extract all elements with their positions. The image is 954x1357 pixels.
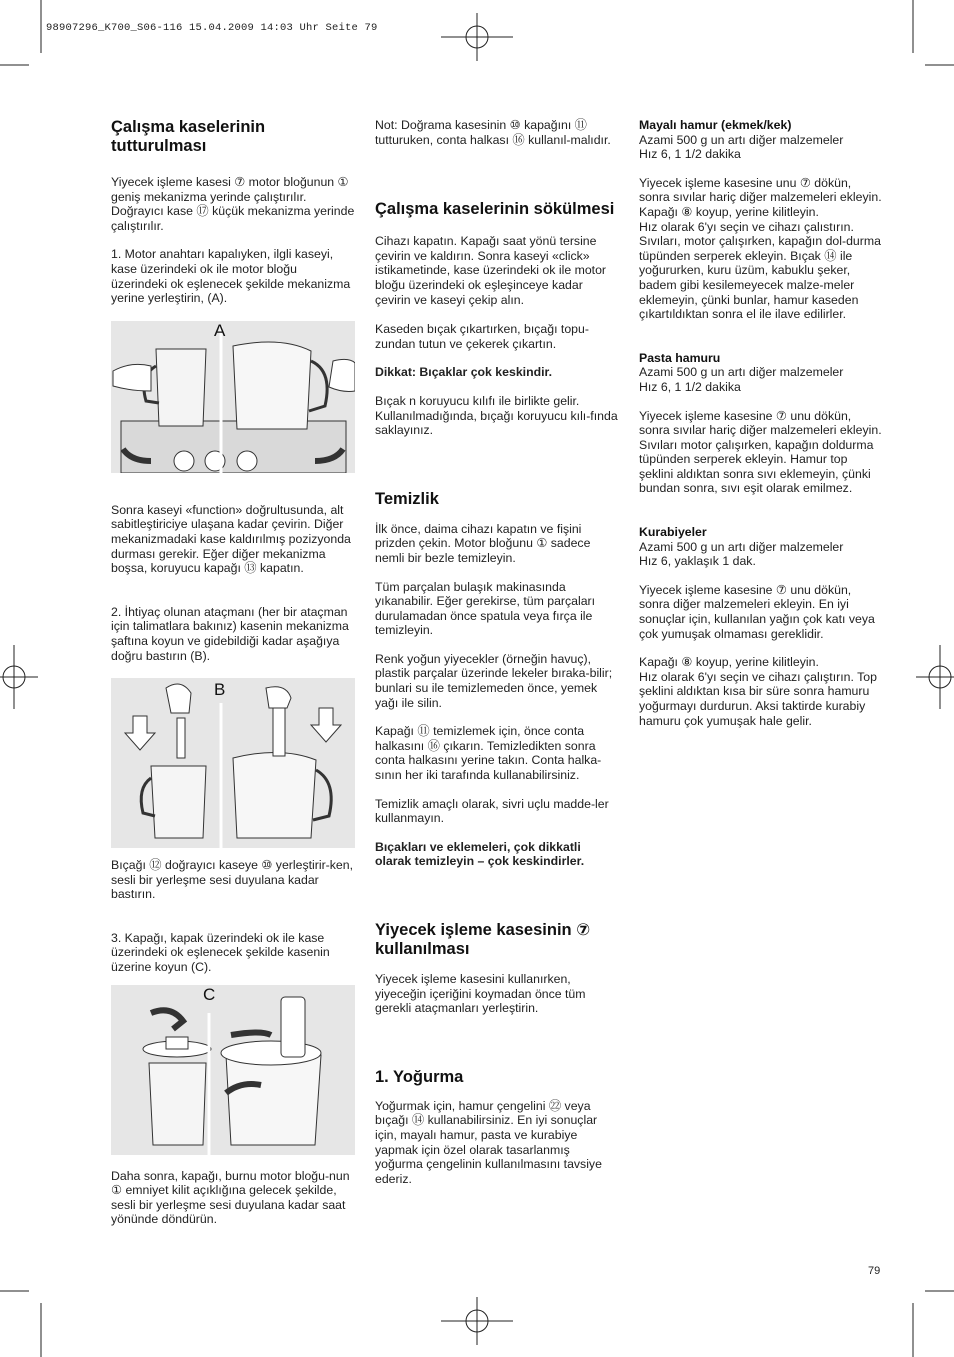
recipe-title-yeast-dough: Mayalı hamur (ekmek/kek) (639, 118, 792, 132)
figure-b (111, 678, 355, 848)
figure-c (111, 985, 355, 1155)
paragraph: Renk yoğun yiyecekler (örneğin havuç), plastik parçalar üzerinde lekeler bıraka-bilir; bunlari su ile temizlemeden önce, yemek yağı ile silin. (375, 651, 613, 710)
paragraph: Cihazı kapatın. Kapağı saat yönü tersine çevirin ve kaldırın. Sonra kaseyi «click» istikametinde, kase üzerindeki ok ile motor bloğu üzerindeki ok eşleşinceye kadar çevirin ve kaseyi çekip alın. (375, 234, 607, 307)
recipe-amount: Azami 500 g un artı diğer malzemeler (639, 539, 844, 554)
paragraph: Temizlik amaçlı olarak, sivri uçlu madde-ler kullanmayın. (375, 796, 609, 826)
paragraph: Yiyecek işleme kasesine unu ⑦ dökün, sonra sıvılar hariç diğer malzemeleri ekleyin. Kapağı ⑧ koyup, yerine kilitleyin. Hız olarak 6'yı seçin ve cihazı çalıstırın. Sıvıları, motor çalışırken, kapağın dol-durma tüpünden serperek ekleyin. Bıçak ⑭ ile yoğururken, kuru üzüm, kabuklu şeker, badem gibi kesilemeyecek malze-meler eklemeyin, çünki bunlar, hamur kaseden çıkartıldıktan sonra el ile ilave edilirler. (639, 175, 882, 322)
paragraph: Daha sonra, kapağı, burnu motor bloğu-nun ① emniyet kilit açıklığına gelecek şekilde, sesli bir yerleşme sesi duyulana kadar saat yönünde döndürün. (111, 1168, 350, 1227)
paragraph: Kaseden bıçak çıkartırken, bıçağı topu-zundan tutun ve çekerek çıkartın. (375, 322, 589, 351)
paragraph: Tüm parçalan bulaşık makinasında yıkanabilir. Eğer gerekirse, tüm parçaları durulamadan önce spatula veya fırça ile temizleyin. (375, 579, 596, 638)
paragraph: İlk önce, daima cihazı kapatın ve fişini prizden çekin. Motor bloğunu ① sadece nemli bir bezle temizleyin. (375, 521, 591, 565)
recipe-amount: Azami 500 g un artı diğer malzemeler (639, 132, 844, 147)
section-heading-kneading: 1. Yoğurma (375, 1067, 464, 1086)
page-number: 79 (868, 1265, 881, 1277)
column-1 (111, 118, 355, 1227)
section-heading-attach-bowls: Çalışma kaselerinin tutturulması (111, 118, 266, 155)
paragraph: Kapağı ⑧ koyup, yerine kilitleyin. Hız olarak 6'yı seçin ve cihazı çalıştırın. Top şeklini aldıktan kısa bir süre sonra hamuru yoğurmayı durdurun. Aksi taktirde kurabiy hamuru çok yumuşak hale gelir. (639, 655, 877, 728)
recipe-speed: Hız 6, yaklaşık 1 dak. (639, 554, 756, 569)
recipe-speed: Hız 6, 1 1/2 dakika (639, 379, 741, 394)
recipe-speed: Hız 6, 1 1/2 dakika (639, 147, 741, 162)
paragraph: 2. İhtiyaç olunan ataçmanı (her bir ataçman için talimatlara bakınız) kasenin mekanizma şaftına koyun ve gidebildiği kadar aşağıya doğru bastırın (B). (111, 604, 349, 663)
figure-c-illustration (111, 985, 355, 1155)
paragraph: 3. Kapağı, kapak üzerindeki ok ile kase üzerindeki ok eşlenecek şekilde kasenin üzerine koyun (C). (111, 930, 330, 975)
figure-a (111, 321, 355, 473)
section-heading-food-bowl-use: Yiyecek işleme kasesinin ⑦ kullanılması (375, 921, 591, 958)
paragraph: Sonra kaseyi «function» doğrultusunda, alt sabitleştiriciye ulaşana kadar çevirin. Diğer mekanizmadaki kase kaldırılmış pozizyonda durması gerekir. Eğer diğer mekanizma boşsa, koruyucu kapağı ⑬ kapatın. (111, 502, 351, 576)
warning-paragraph: Dikkat: Bıçaklar çok keskindir. (375, 365, 553, 380)
paragraph: Yiyecek işleme kasesini kullanırken, yiyeceğin içeriğini koymadan önce tüm gerekli ataçmanları yerleştirin. (375, 972, 586, 1016)
recipe-title-pastry-dough: Pasta hamuru (639, 350, 721, 365)
column-3 (639, 118, 883, 728)
paragraph: Yiyecek işleme kasesi ⑦ motor bloğunun ① geniş mekanizma yerinde çalıştırılır. Doğrayıcı kase ⑰ küçük mekanizma yerinde çalıştırılır. (111, 175, 355, 233)
column-2 (375, 118, 619, 1186)
figure-b-illustration (111, 678, 355, 848)
warning-paragraph: Bıçakları ve eklemeleri, çok dikkatli olarak temizleyin – çok keskindirler. (375, 839, 585, 869)
paragraph: Kapağı ⑪ temizlemek için, önce conta halkasını ⑯ çıkarın. Temizledikten sonra conta halkasını yerine takın. Conta halka-sının her iki tarafında kullanabilirsiniz. (375, 724, 602, 783)
paragraph: Yiyecek işleme kasesine ⑦ unu dökün, sonra diğer malzemeleri ekleyin. En iyi sonuçlar için, kullanılan yağın çok katı veya çok yumuşak olmaması gereklidir. (639, 582, 875, 641)
figure-b-label: B (214, 680, 226, 700)
section-heading-remove-bowls: Çalışma kaselerinin sökülmesi (375, 200, 615, 219)
paragraph: Bıçak n koruyucu kılıfı ile birlikte gelir. Kullanılmadığında, bıçağı koruyucu kılı-fında saklayınız. (375, 393, 618, 438)
paragraph: Bıçağı ⑫ doğrayıcı kaseye ⑩ yerleştirir-ken, sesli bir yerleşme sesi duyulana kadar bastırın. (111, 858, 354, 902)
paragraph: Yoğurmak için, hamur çengelini ㉒ veya bıçağı ⑭ kullanabilirsiniz. En iyi sonuçlar için, mayalı hamur, pasta ve kurabiye yapmak için özel olarak tasarlanmış yoğurma çengelinin kullanılmasını tavsiye ederiz. (375, 1098, 602, 1186)
figure-a-illustration (111, 321, 355, 473)
paragraph: Yiyecek işleme kasesine ⑦ unu dökün, sonra sıvılar hariç diğer malzemeleri ekleyin. Sıvıları motor çalışırken, kapağın doldurma tüpünden serperek ekleyin. Hamur top şeklini aldıktan sonra sıvı eklemeyin, çünki bundan sonra, sıvı eşit olarak emilmez. (639, 408, 882, 496)
recipe-title-cookies: Kurabiyeler (639, 525, 707, 540)
figure-c-label: C (203, 984, 216, 1004)
note-paragraph: Not: Doğrama kasesinin ⑩ kapağını ⑪ tutturuken, conta halkası ⑯ kullanıl-malıdır. (375, 118, 611, 147)
figure-a-label: A (214, 320, 226, 340)
section-heading-cleaning: Temizlik (375, 489, 439, 508)
recipe-amount: Azami 500 g un artı diğer malzemeler (639, 365, 844, 380)
paragraph: 1. Motor anahtarı kapalıyken, ilgli kaseyi, kase üzerindeki ok ile motor bloğu üzerindeki ok eşlenecek şekilde mekanizma yerine yerleştirin, (A). (111, 247, 351, 306)
print-slug: 98907296_K700_S06-116 15.04.2009 14:03 Uhr Seite 79 (46, 22, 378, 34)
